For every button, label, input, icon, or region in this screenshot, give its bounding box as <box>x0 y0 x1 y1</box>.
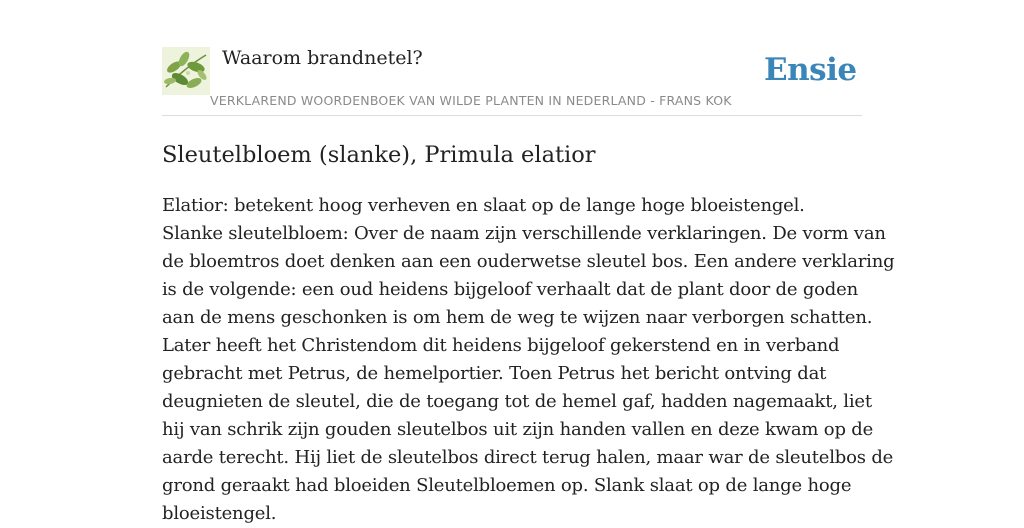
entry-body-line: de bloemtros doet denken aan een ouderwetse sleutel bos. Een andere verklaring <box>162 251 895 272</box>
entry-body-line: deugnieten de sleutel, die de toegang tot de hemel gaf, hadden nagemaakt, liet <box>162 391 872 412</box>
ensie-logo[interactable]: Ensie <box>764 52 857 88</box>
header-divider <box>162 115 862 116</box>
entry-body-line: is de volgende: een oud heidens bijgeloof verhaalt dat de plant door de goden <box>162 279 858 300</box>
site-title[interactable]: Waarom brandnetel? <box>222 47 423 69</box>
entry-body-line: Elatior: betekent hoog verheven en slaat op de lange hoge bloeistengel. <box>162 195 805 216</box>
entry-title: Sleutelbloem (slanke), Primula elatior <box>162 142 596 168</box>
entry-body-line: Slanke sleutelbloem: Over de naam zijn verschillende verklaringen. De vorm van <box>162 223 886 244</box>
entry-body-line: bloeistengel. <box>162 503 277 524</box>
nettle-leaves-icon[interactable] <box>162 47 210 95</box>
entry-body-line: hij van schrik zijn gouden sleutelbos uit zijn handen vallen en deze kwam op de <box>162 419 874 440</box>
entry-body <box>162 192 895 528</box>
entry-body-line: gebracht met Petrus, de hemelportier. Toen Petrus het bericht ontving dat <box>162 363 827 384</box>
dictionary-subtitle[interactable]: VERKLAREND WOORDENBOEK VAN WILDE PLANTEN IN NEDERLAND - FRANS KOK <box>210 93 732 108</box>
entry-body-line: grond geraakt had bloeiden Sleutelbloemen op. Slank slaat op de lange hoge <box>162 475 852 496</box>
entry-body-line: aarde terecht. Hij liet de sleutelbos direct terug halen, maar war de sleutelbos de <box>162 447 894 468</box>
entry-body-line: Later heeft het Christendom dit heidens bijgeloof gekerstend en in verband <box>162 335 840 356</box>
entry-body-line: aan de mens geschonken is om hem de weg te wijzen naar verborgen schatten. <box>162 307 873 328</box>
